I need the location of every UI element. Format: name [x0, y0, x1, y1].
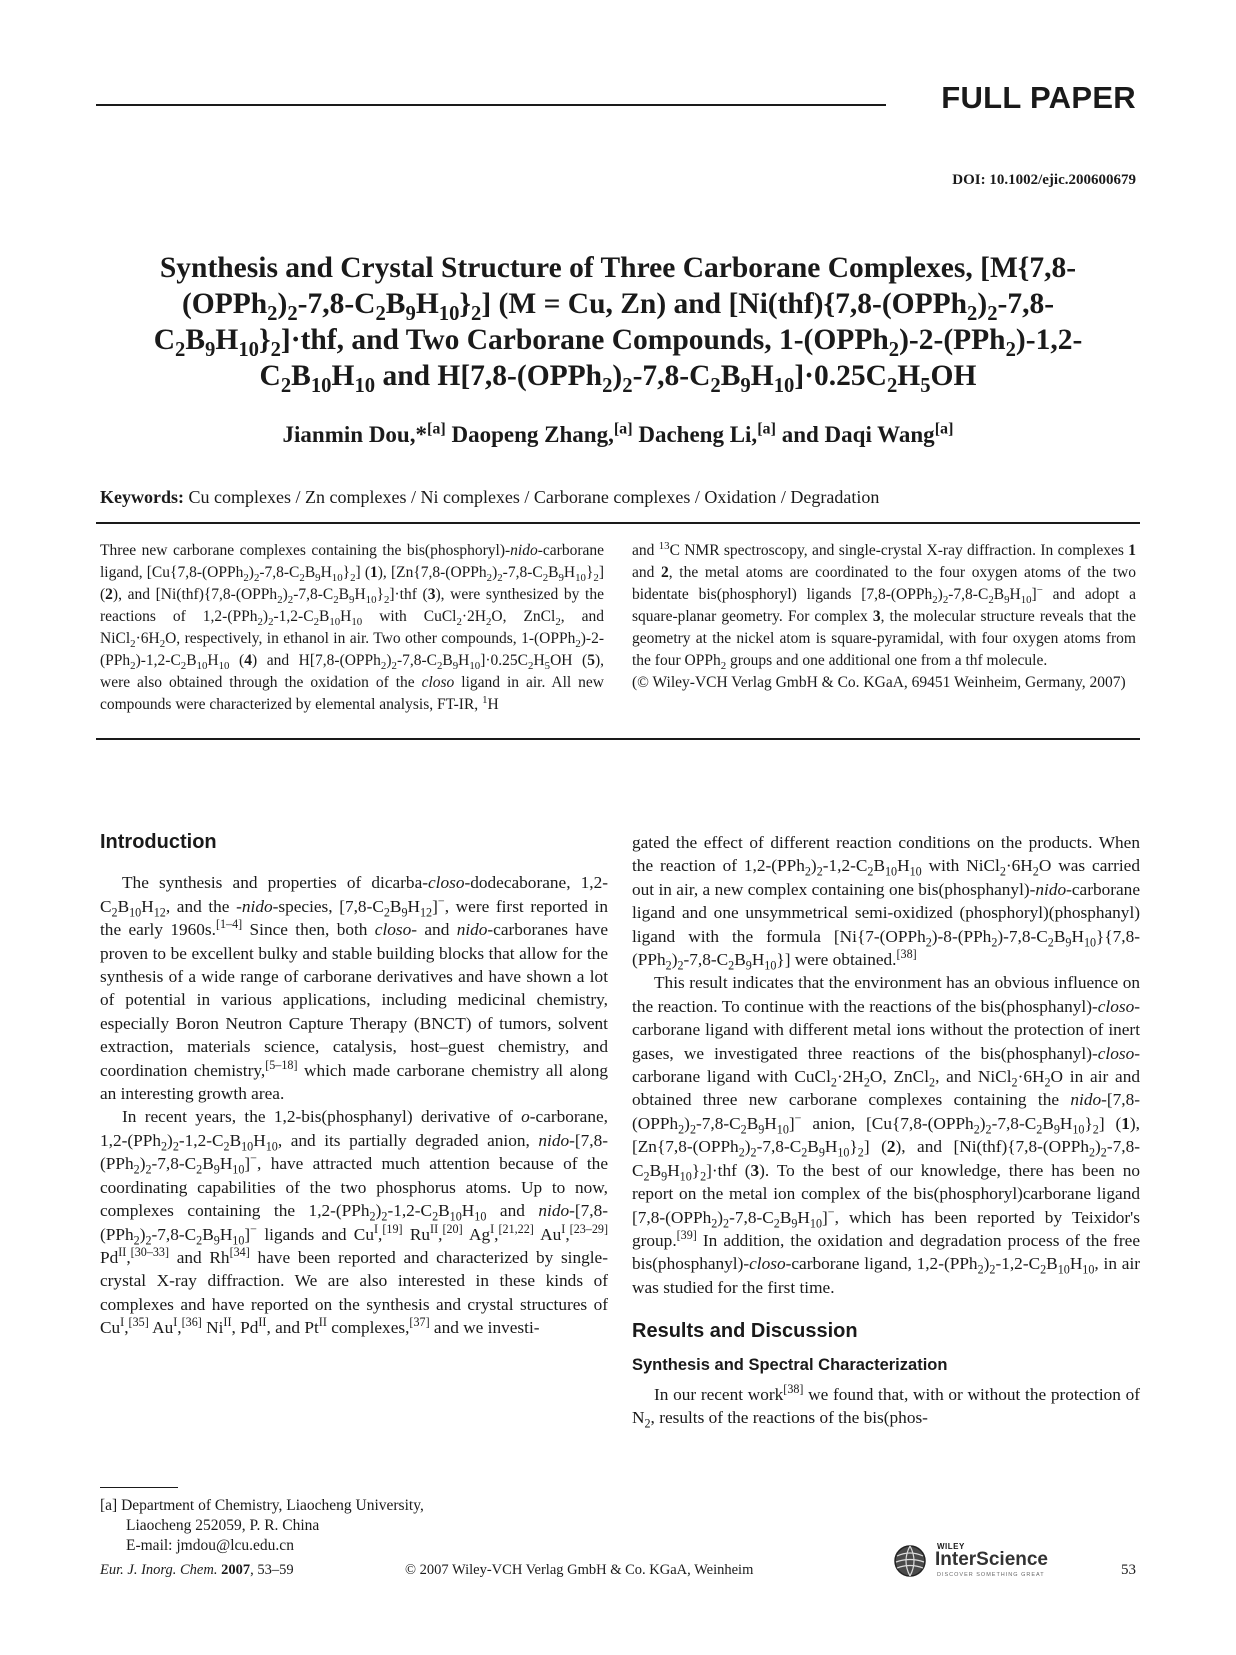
- affiliation-footnote: [100, 1496, 570, 1556]
- affiliation-mark: [a]: [757, 420, 776, 438]
- author-1: Jianmin Dou,*: [282, 422, 427, 447]
- title-line-3: $C_2B_9H_{10}\}_2]\cdot thf$, and Two Carborane Compounds, 1-(OPPh$_2$)-2-(PPh$_2$)-1,2-: [153, 324, 1083, 361]
- subsection-heading-synthesis: Synthesis and Spectral Characterization: [632, 1355, 948, 1374]
- affiliation-mark: [a]: [934, 420, 954, 438]
- affiliation-mark: [a]: [613, 420, 633, 438]
- page-number: 53: [1121, 1562, 1136, 1578]
- author-4: and Daqi Wang: [781, 422, 935, 447]
- globe-icon: [893, 1544, 927, 1578]
- footnote-rule: [100, 1487, 178, 1488]
- footnote-line: Liaocheng 252059, P. R. China: [126, 1517, 320, 1534]
- abstract-bottom-rule: [96, 738, 1140, 740]
- author-3: Dacheng Li,: [638, 422, 758, 447]
- section-heading-introduction: Introduction: [100, 831, 217, 853]
- footnote-line: [a] Department of Chemistry, Liaocheng University,: [100, 1497, 424, 1514]
- keywords-label: Keywords:: [100, 487, 184, 507]
- results-paragraph-1: In our recent work[38] we found that, with or without the protection of $N_2$, results of the reactions of the bis(phos-: [632, 1382, 1141, 1431]
- abstract-copyright: (© Wiley-VCH Verlag GmbH & Co. KGaA, 69451 Weinheim, Germany, 2007): [632, 674, 1126, 691]
- header-rule: [96, 104, 886, 106]
- author-list: [120, 422, 1116, 448]
- right-paragraph-2: This result indicates that the environment has an obvious influence on the reaction. To continue with the reactions of the bis(phosphanyl)-closo-carborane ligand with different metal ions without the protection of inert gases, we investigated three reactions of the bis(phosphanyl)-closo-carborane ligand with $CuCl_2\cdot 2H_2O$, ZnCl$_2$, and $NiCl_2\cdot 6H_2O$ in air and obtained three new carborane complexes containing the nido-$[7,8-(OPPh_2)_2-7,8-C_2B_9H_{10}]^-$ anion, $[Cu\{7,8-(OPPh_2)_2-7,8-C_2B_9H_{10}\}_2]$ (1), $[Zn\{7,8-(OPPh_2)_2-7,8-C_2B_9H_{10}\}_2]$ (2), and $[Ni(thf)\{7,8-(OPPh_2)_2-7,8-C_2B_9H_{10}\}_2]\cdot thf$ (3). To the best of our knowledge, there has been no report on the metal ion complex of the bis(phosphoryl)carborane ligand $[7,8-(OPPh_2)_2-7,8-C_2B_9H_{10}]^-$, which has been reported by Teixidor's group.[39] In addition, the oxidation and degradation process of the free bis(phosphanyl)-closo-carborane ligand, $1,2-(PPh_2)_2-1,2-C_2B_{10}H_{10}$, in air was studied for the first time.: [632, 973, 1140, 1297]
- abstract-left-column: Three new carborane complexes containing the bis(phosphoryl)-nido-carborane ligand, $[Cu\{7,8-(OPPh_2)_2-7,8-C_2B_9H_{10}\}_2]$ (1), $[Zn\{7,8-(OPPh_2)_2-7,8-C_2B_9H_{10}\}_2]$ (2), and $[Ni(thf)\{7,8-(OPPh_2)_2-7,8-C_2B_9H_{10}\}_2]\cdot thf$ (3), were synthesized by the reactions of $1,2-(PPh_2)_2-1,2-C_2B_{10}H_{10}$ with $CuCl_2\cdot 2H_2O$, ZnCl$_2$, and $NiCl_2\cdot 6H_2O$, respectively, in ethanol in air. Two other compounds, $1-(OPPh_2)-2-(PPh_2)-1,2-C_2B_{10}H_{10}$ (4) and $H[7,8-(OPPh_2)_2-7,8-C_2B_9H_{10}]\cdot 0.25C_2H_5OH$ (5), were also obtained through the oxidation of the closo ligand in air. All new compounds were characterized by elemental analysis, FT-IR, $^1$H: [100, 542, 604, 713]
- journal-year: 2007: [221, 1562, 251, 1578]
- author-2: Daopeng Zhang,: [451, 422, 614, 447]
- logo-tagline: DISCOVER SOMETHING GREAT: [937, 1572, 1045, 1578]
- journal-pages: , 53–59: [250, 1562, 294, 1578]
- journal-citation: [100, 1562, 294, 1579]
- footer-copyright: © 2007 Wiley-VCH Verlag GmbH & Co. KGaA, Weinheim: [405, 1562, 754, 1578]
- doi: DOI: 10.1002/ejic.200600679: [952, 172, 1136, 188]
- title-line-1: Synthesis and Crystal Structure of Three Carborane Complexes, [M{7,8-: [159, 252, 1077, 284]
- body-left-column: [100, 831, 608, 1340]
- body-right-column: [632, 831, 1140, 1430]
- title-line-4: $C_2B_{10}H_{10}$ and $H[7,8-(OPPh_2)_2-7,8-C_2B_9H_{10}]\cdot 0.25C_2H_5OH$: [259, 360, 977, 397]
- abstract-top-rule: [96, 522, 1140, 524]
- logo-interscience: InterScience: [935, 1549, 1048, 1570]
- logo-wiley: WILEY: [937, 1542, 965, 1551]
- intro-paragraph-2: In recent years, the 1,2-bis(phosphanyl) derivative of o-carborane, $1,2-(PPh_2)_2-1,2-C_2B_{10}H_{10}$, and its partially degraded anion, nido-$[7,8-(PPh_2)_2-7,8-C_2B_9H_{10}]^-$, have attracted much attention because of the coordinating capabilities of the two phosphorus atoms. Up to now, complexes containing the $1,2-(PPh_2)_2-1,2-C_2B_{10}H_{10}$ and nido-$[7,8-(PPh_2)_2-7,8-C_2B_9H_{10}]^-$ ligands and $Cu^I,[19]$ $Ru^{II},[20]$ $Ag^I,[21,22]$ $Au^I,[23-29]$ $Pd^{II},[30-33]$ and Rh[34] have been reported and characterized by single-crystal X-ray diffraction. We are also interested in these kinds of complexes and have reported on the synthesis and crystal structures of $Cu^I,[35]$ $Au^I,[36]$ $Ni^{II}$, $Pd^{II}$, and $Pt^{II}$ complexes,[37] and we investi-: [100, 1107, 609, 1338]
- title-line-2: $(OPPh_2)_2-7,8-C_2B_9H_{10}\}_2$] (M = Cu, Zn) and [$Ni(thf)\{7,8-(OPPh_2)_2-7,8-$: [181, 288, 1055, 325]
- section-type-label: FULL PAPER: [941, 80, 1136, 115]
- intro-paragraph-1: The synthesis and properties of dicarba-closo-dodecaborane, $1,2-C_2B_{10}H_{12}$, and the -nido-species, $[7,8-C_2B_9H_{12}]^-$, were first reported in the early 1960s.[1–4] Since then, both closo- and nido-carboranes have proven to be excellent bulky and stable building blocks that allow for the synthesis of a wide range of carborane derivatives and have shown a lot of potential in various applications, including medicinal chemistry, especially Boron Neutron Capture Therapy (BNCT) of tumors, solvent extraction, materials science, catalysis, host–guest chemistry, and coordination chemistry,[5–18] which made carborane chemistry all along an interesting growth area.: [100, 873, 609, 1104]
- keywords-text: Cu complexes / Zn complexes / Ni complexes / Carborane complexes / Oxidation / Degradation: [188, 487, 880, 507]
- keywords: [100, 487, 879, 508]
- footnote-email[interactable]: E-mail: jmdou@lcu.edu.cn: [126, 1537, 294, 1554]
- right-paragraph-1: gated the effect of different reaction conditions on the products. When the reaction of $1,2-(PPh_2)_2-1,2-C_2B_{10}H_{10}$ with $NiCl_2\cdot 6H_2O$ was carried out in air, a new complex containing one bis(phosphanyl)-nido-carborane ligand and one unsymmetrical semi-oxidized (phosphoryl)(phosphanyl) ligand with the formula $[Ni\{7-(OPPh_2)-8-(PPh_2)-7,8-C_2B_9H_{10}\}\{7,8-(PPh_2)_2-7,8-C_2B_9H_{10}\}]$ were obtained.[38]: [632, 833, 1140, 973]
- affiliation-mark: [a]: [426, 420, 446, 438]
- journal-name: Eur. J. Inorg. Chem.: [100, 1562, 218, 1578]
- wiley-interscience-logo: [893, 1540, 1058, 1580]
- abstract-right-column: and $^{13}$C NMR spectroscopy, and single-crystal X-ray diffraction. In complexes 1 and 2, the metal atoms are coordinated to the four oxygen atoms of the two bidentate bis(phosphoryl) ligands $[7,8-(OPPh_2)_2-7,8-C_2B_9H_{10}]^-$ and adopt a square-planar geometry. For complex 3, the molecular structure reveals that the geometry at the nickel atom is square-pyramidal, with four oxygen atoms from the four OPPh$_2$ groups and one additional one from a thf molecule. (© Wiley-VCH Verlag GmbH & Co. KGaA, 69451 Weinheim, Germany, 2007): [632, 540, 1136, 694]
- section-heading-results: Results and Discussion: [632, 1320, 858, 1343]
- paper-title: [120, 250, 1116, 397]
